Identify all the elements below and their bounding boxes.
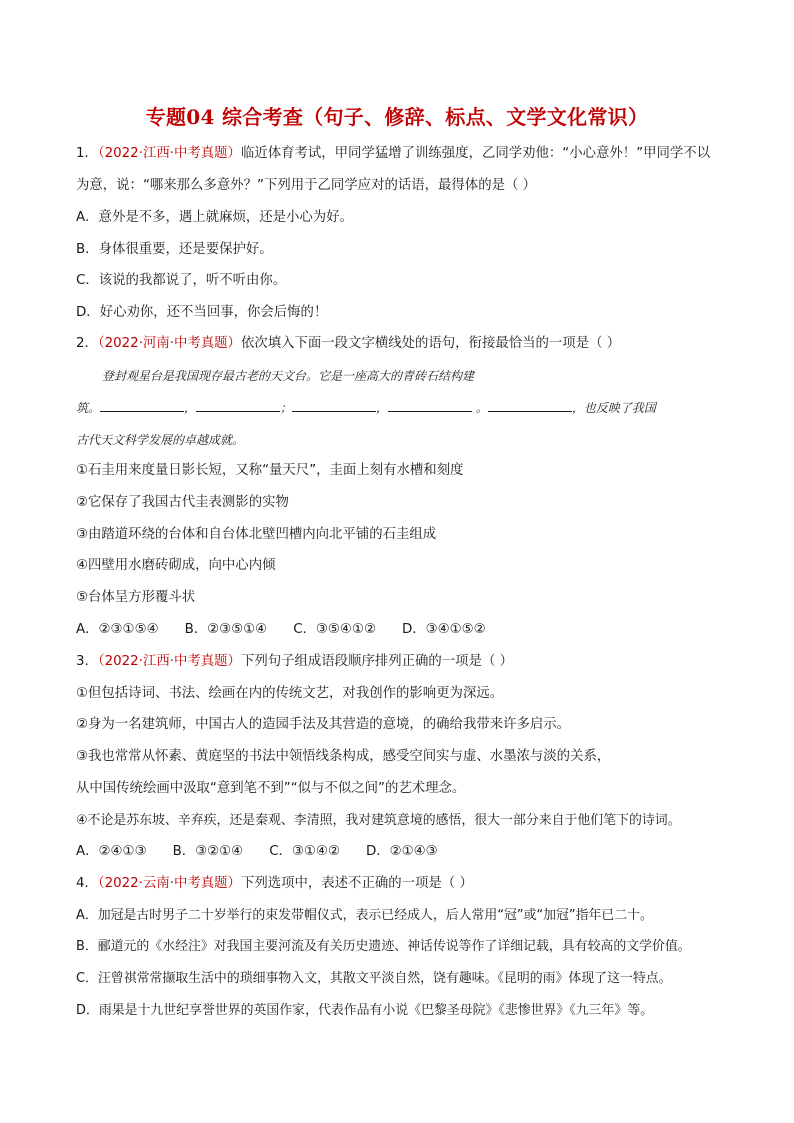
q2-options: [76, 621, 512, 639]
q2-source: （2022·河南·中考真题）: [97, 336, 241, 351]
q4-option-b: B．郦道元的《水经注》对我国主要河流及有关历史遗迹、神话传说等作了详细记载，具有较高的文学价值。: [76, 939, 691, 954]
q2-option-b: B．②③⑤①④: [184, 622, 268, 637]
q3-number: 3．: [76, 654, 98, 669]
q3-stem-text: 下列句子组成语段顺序排列正确的一项是（ ）: [240, 654, 514, 669]
q3-option-d: D．②①④③: [365, 844, 438, 859]
q2-option-c: C．③⑤④①②: [293, 622, 376, 637]
q4-option-d: D．雨果是十九世纪享誉世界的英国作家，代表作品有小说《巴黎圣母院》《悲惨世界》《九三年》等。: [76, 1003, 654, 1018]
q1-stem-text: 临近体育考试，甲同学猛增了训练强度，乙同学劝他：“小心意外！”甲同学不以: [240, 146, 711, 161]
q4-option-a: A．加冠是古时男子二十岁举行的束发带帽仪式，表示已经成人，后人常用“冠”或“加冠”指年已二十。: [76, 908, 653, 923]
q1-option-d: D．好心劝你，还不当回事，你会后悔的！: [76, 305, 328, 320]
q1-option-c: C．该说的我都说了，听不听由你。: [76, 273, 287, 288]
q3-source: （2022·江西·中考真题）: [97, 654, 241, 669]
q3-option-c: C．③①④②: [269, 844, 340, 859]
q1-source: （2022·江西·中考真题）: [97, 146, 241, 161]
q3-item-1: ①但包括诗词、书法、绘画在内的传统文艺，对我创作的影响更为深远。: [76, 686, 504, 701]
q2-blank-1: [100, 399, 184, 412]
q3-item-3: ③我也常常从怀素、黄庭坚的书法中领悟线条构成，感受空间实与虚、水墨浓与淡的关系，: [76, 749, 611, 764]
q2-passage-line2: 筑。 ， ； ， 。 ，也反映了我国: [76, 401, 656, 415]
q4-option-c: C．汪曾祺常常撷取生活中的琐细事物入文，其散文平淡自然，饶有趣味。《昆明的雨》体现了这一特点。: [76, 971, 672, 986]
q2-stem: [76, 335, 620, 353]
q1-stem-line2: 为意，说：“哪来那么多意外？”下列用于乙同学应对的话语，最得体的是（ ）: [76, 178, 537, 193]
q2-option-d: D．③④①⑤②: [401, 622, 486, 637]
q3-options: [76, 843, 464, 861]
q4-source: （2022·云南·中考真题）: [97, 876, 241, 891]
q2-blank-5: [488, 399, 572, 412]
q3-item-2: ②身为一名建筑师，中国古人的造园手法及其营造的意境，的确给我带来许多启示。: [76, 717, 571, 732]
q1-stem-line1: [76, 145, 710, 163]
q3-item-3-cont: 从中国传统绘画中汲取“意到笔不到”“似与不似之间”的艺术理念。: [76, 781, 466, 796]
q2-item-5: ⑤台体呈方形覆斗状: [76, 590, 196, 605]
q2-number: 2．: [76, 336, 98, 351]
q4-number: 4．: [76, 876, 98, 891]
q2-item-2: ②它保存了我国古代圭表测影的实物: [76, 495, 289, 510]
q2-item-3: ③由踏道环绕的台体和自台体北壁凹槽内向北平铺的石圭组成: [76, 527, 437, 542]
q1-number: 1．: [76, 146, 98, 161]
q3-option-a: A．②④①③: [76, 844, 147, 859]
q3-stem: [76, 653, 513, 671]
q2-passage-start: 筑。: [76, 401, 101, 415]
q4-stem: [76, 875, 473, 893]
q4-stem-text: 下列选项中，表述不正确的一项是（ ）: [240, 876, 473, 891]
q2-blank-2: [196, 399, 280, 412]
q2-stem-text: 依次填入下面一段文字横线处的语句，衔接最恰当的一项是（ ）: [240, 336, 621, 351]
q3-item-4: ④不论是苏东坡、辛弃疾，还是秦观、李清照，我对建筑意境的感悟，很大一部分来自于他们笔下的诗词。: [76, 813, 681, 828]
q1-option-b: B．身体很重要，还是要保护好。: [76, 242, 273, 257]
q2-passage-line3: 古代天文科学发展的卓越成就。: [76, 433, 245, 447]
page-title: 专题04 综合考查（句子、修辞、标点、文学文化常识）: [145, 105, 649, 129]
q2-option-a: A．②③①⑤④: [76, 622, 159, 637]
q2-blank-4: [388, 399, 472, 412]
q2-item-4: ④四壁用水磨砖砌成，向中心内倾: [76, 558, 276, 573]
q2-passage-end: ，也反映了我国: [571, 401, 656, 415]
q2-passage-line1: 登封观星台是我国现存最古老的天文台。它是一座高大的青砖石结构建: [102, 369, 475, 383]
q2-blank-3: [292, 399, 376, 412]
q1-option-a: A．意外是不多，遇上就麻烦，还是小心为好。: [76, 210, 353, 225]
q2-item-1: ①石圭用来度量日影长短，又称“量天尺”，圭面上刻有水槽和刻度: [76, 463, 464, 478]
q3-option-b: B．③②①④: [172, 844, 244, 859]
